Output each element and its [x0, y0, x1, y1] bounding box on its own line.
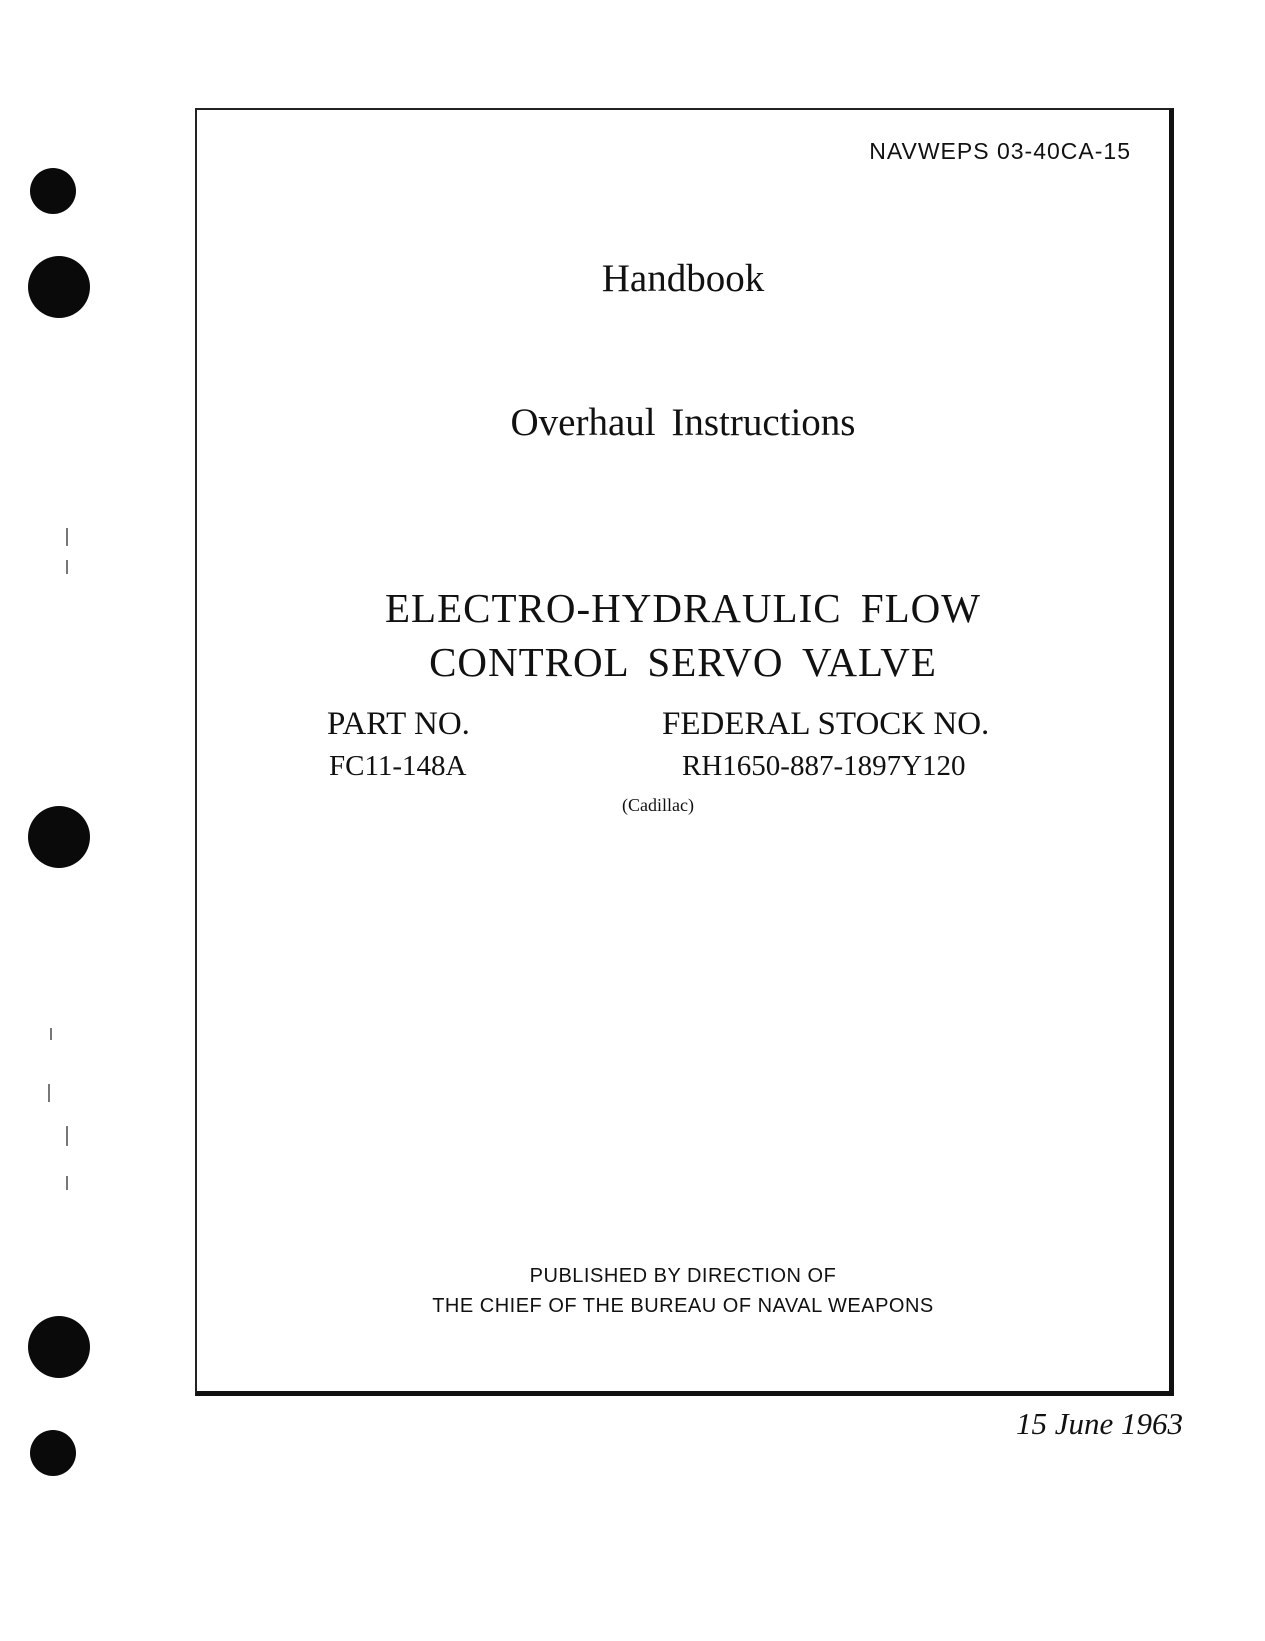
stock-number-label: FEDERAL STOCK NO.: [662, 706, 990, 742]
title-line-1: ELECTRO-HYDRAULIC FLOW: [385, 585, 981, 631]
publisher-line-2: THE CHIEF OF THE BUREAU OF NAVAL WEAPONS: [432, 1295, 934, 1317]
handbook-heading: Handbook: [601, 257, 765, 300]
binder-hole: [28, 806, 90, 868]
title-line-2: CONTROL SERVO VALVE: [429, 639, 937, 685]
binder-hole: [30, 168, 76, 214]
overhaul-heading: Overhaul Instructions: [510, 401, 856, 444]
part-number-label: PART NO.: [327, 706, 470, 742]
scan-speck: [48, 1084, 50, 1102]
document-number: NAVWEPS 03-40CA-15: [869, 138, 1131, 164]
scan-speck: [66, 560, 68, 574]
binder-hole: [28, 1316, 90, 1378]
scan-speck: [66, 1176, 68, 1190]
binder-hole: [30, 1430, 76, 1476]
scan-speck: [66, 528, 68, 546]
manufacturer-note: (Cadillac): [622, 795, 694, 815]
stock-number-value: RH1650-887-1897Y120: [682, 750, 966, 782]
part-number-value: FC11-148A: [329, 750, 467, 782]
binder-hole: [28, 256, 90, 318]
publication-date: 15 June 1963: [1015, 1406, 1183, 1441]
scan-speck: [50, 1028, 52, 1040]
scan-speck: [66, 1126, 68, 1146]
publisher-line-1: PUBLISHED BY DIRECTION OF: [529, 1265, 837, 1287]
cover-frame: [195, 108, 1174, 1396]
